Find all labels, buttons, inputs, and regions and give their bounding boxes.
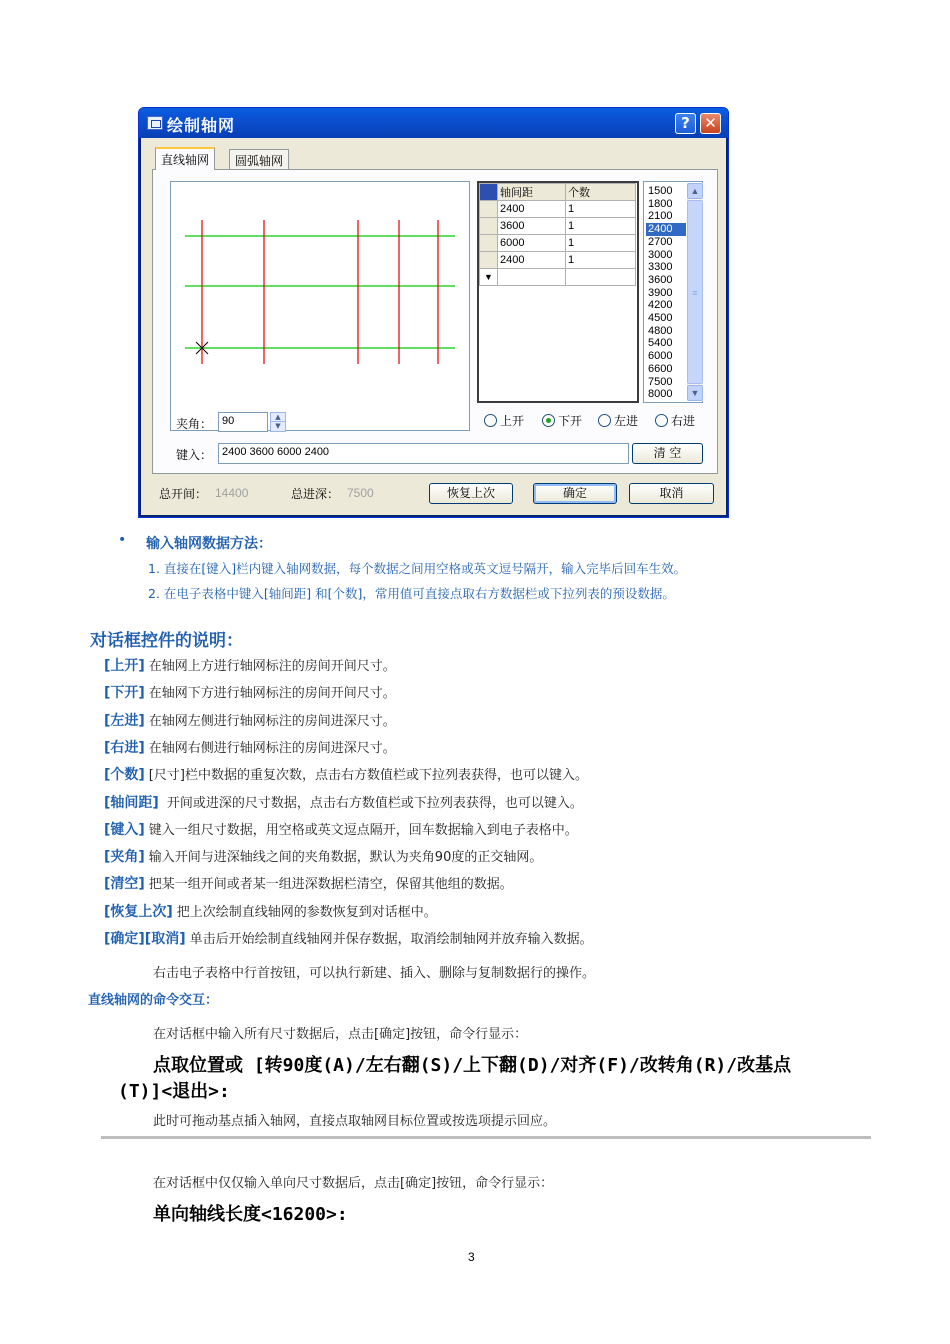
control-desc: 把上次绘制直线轴网的参数恢复到对话框中。 (176, 904, 437, 920)
control-desc: [尺寸]栏中数据的重复次数，点击右方数值栏或下拉列表获得，也可以键入。 (148, 768, 588, 784)
control-term: [轴间距] (104, 794, 159, 811)
preset-value-item[interactable]: 7500 (648, 375, 673, 388)
control-description-row (104, 819, 578, 839)
radio-label: 下开 (558, 414, 583, 428)
row-header-button[interactable] (480, 201, 498, 218)
count-cell[interactable]: 1 (566, 235, 636, 252)
right-click-note: 右击电子表格中行首按钮，可以执行新建、插入、删除与复制数据行的操作。 (153, 966, 596, 981)
spin-up-icon[interactable]: ▲ (271, 413, 285, 422)
preset-value-item[interactable]: 2100 (648, 210, 673, 223)
row-header-corner[interactable] (480, 184, 498, 201)
table-row[interactable] (480, 235, 636, 252)
scroll-thumb[interactable]: ≡ (687, 200, 703, 384)
preset-value-item[interactable]: 3900 (648, 286, 673, 299)
angle-spinner[interactable] (270, 412, 286, 432)
spacing-cell[interactable]: 3600 (498, 218, 566, 235)
draw-grid-dialog (138, 107, 729, 518)
list-scrollbar[interactable] (687, 183, 703, 401)
count-cell[interactable] (566, 269, 636, 286)
preset-value-item[interactable]: 1800 (648, 197, 673, 210)
control-desc: 单击后开始绘制直线轴网并保存数据，取消绘制轴网并放弃输入数据。 (189, 932, 593, 947)
preset-value-item[interactable]: 6000 (648, 350, 673, 363)
new-row-arrow-icon[interactable]: ▼ (480, 269, 498, 286)
spin-down-icon[interactable]: ▼ (275, 422, 281, 430)
control-description-row (104, 764, 588, 784)
count-cell[interactable]: 1 (566, 218, 636, 235)
method-step-2: 2. 在电子表格中键入[轴间距] 和[个数]，常用值可直接点取右方数据栏或下拉列表的预设数据。 (148, 586, 675, 601)
radio-label: 左进 (614, 414, 639, 428)
interaction-heading: 直线轴网的命令交互： (88, 993, 219, 1008)
radio-dot[interactable] (655, 414, 668, 427)
radio-left[interactable] (598, 413, 638, 429)
clear-button[interactable]: 清 空 (632, 443, 703, 464)
preset-value-item[interactable]: 3000 (648, 248, 673, 261)
preset-value-item[interactable]: 8000 (648, 388, 673, 401)
spacing-cell[interactable]: 6000 (498, 235, 566, 252)
grid-preview (170, 181, 470, 431)
keyin-label: 键入： (176, 448, 213, 462)
preset-value-item[interactable]: 4800 (648, 324, 673, 337)
preset-value-item[interactable]: 3300 (648, 261, 673, 274)
angle-input[interactable]: 90 (218, 412, 268, 432)
preset-value-item[interactable]: 6600 (648, 362, 673, 375)
paragraph-3: 在对话框中仅仅输入单向尺寸数据后，点击[确定]按钮，命令行显示： (153, 1176, 554, 1191)
control-desc: 在轴网上方进行轴网标注的房间开间尺寸。 (148, 659, 396, 674)
total-span-value: 14400 (215, 486, 249, 500)
total-span-label: 总开间： (159, 487, 208, 501)
scroll-up-icon[interactable]: ▲ (687, 183, 703, 199)
page-number: 3 (468, 1250, 475, 1264)
radio-top[interactable] (484, 413, 524, 429)
bullet-icon: • (118, 532, 127, 548)
restore-button[interactable]: 恢复上次 (429, 483, 513, 504)
radio-right[interactable] (655, 413, 695, 429)
preset-value-list[interactable] (643, 181, 703, 403)
ok-button[interactable]: 确定 (533, 483, 617, 504)
table-row[interactable] (480, 218, 636, 235)
tab-arc-grid[interactable]: 圆弧轴网 (229, 149, 289, 169)
control-desc: 在轴网下方进行轴网标注的房间开间尺寸。 (148, 686, 396, 702)
close-button[interactable]: ✕ (700, 113, 721, 134)
cancel-button[interactable]: 取消 (629, 483, 714, 504)
spacing-cell[interactable]: 2400 (498, 201, 566, 218)
tab-straight-grid[interactable]: 直线轴网 (155, 147, 215, 170)
dialog-title: 绘制轴网 (167, 116, 236, 135)
control-description-row (104, 682, 396, 702)
help-button[interactable]: ? (675, 113, 696, 134)
radio-label: 上开 (500, 414, 525, 428)
control-term: [清空] (104, 876, 145, 893)
control-desc: 在轴网右侧进行轴网标注的房间进深尺寸。 (148, 740, 396, 756)
command-prompt-2: 单向轴线长度<16200>: (153, 1204, 348, 1225)
control-description-row (104, 792, 583, 812)
paragraph-1: 在对话框中输入所有尺寸数据后，点击[确定]按钮，命令行显示： (153, 1027, 528, 1042)
control-desc: 键入一组尺寸数据，用空格或英文逗点隔开，回车数据输入到电子表格中。 (148, 822, 578, 838)
table-row[interactable] (480, 252, 636, 269)
radio-dot[interactable] (598, 414, 611, 427)
divider (101, 1136, 871, 1139)
preset-value-item[interactable]: 4200 (648, 299, 673, 312)
radio-dot[interactable] (484, 414, 497, 427)
control-term: [夹角] (104, 849, 145, 866)
command-prompt-line-2: (T)]<退出>: (118, 1081, 230, 1102)
scroll-down-icon[interactable]: ▼ (687, 385, 703, 401)
total-depth-label: 总进深： (291, 487, 340, 501)
app-icon (147, 116, 163, 130)
method-step-1: 1. 直接在[键入]栏内键入轴网数据，每个数据之间用空格或英文逗号隔开，输入完毕后回车生效。 (148, 561, 687, 576)
control-description-row (104, 928, 593, 948)
spacing-cell[interactable] (498, 269, 566, 286)
spacing-cell[interactable]: 2400 (498, 252, 566, 269)
title-bar[interactable] (139, 108, 728, 138)
preset-value-item[interactable]: 2400 (646, 223, 686, 236)
column-header-count[interactable]: 个数 (566, 184, 636, 201)
angle-label: 夹角： (176, 417, 213, 431)
row-header-button[interactable] (480, 235, 498, 252)
radio-label: 右进 (671, 414, 696, 428)
control-term: [上开] (104, 658, 145, 674)
control-term: [左进] (104, 712, 145, 729)
control-term: [个数] (104, 767, 145, 784)
table-header-row (480, 184, 636, 201)
preset-value-item[interactable]: 3600 (648, 273, 673, 286)
radio-dot[interactable] (542, 414, 555, 427)
control-term: [右进] (104, 739, 145, 756)
control-description-row (104, 846, 542, 866)
control-term: [恢复上次] (104, 903, 173, 920)
axis-spacing-table[interactable] (477, 181, 639, 403)
control-description-row (104, 901, 437, 921)
radio-bottom[interactable] (542, 413, 582, 429)
preset-value-item[interactable]: 1500 (648, 185, 673, 197)
table-new-row[interactable] (480, 269, 636, 286)
control-desc: 在轴网左侧进行轴网标注的房间进深尺寸。 (148, 713, 396, 729)
row-header-button[interactable] (480, 218, 498, 235)
preset-value-item[interactable]: 2700 (648, 235, 673, 248)
control-description-row (104, 655, 396, 675)
control-desc: 把某一组开间或者某一组进深数据栏清空，保留其他组的数据。 (148, 877, 513, 893)
preset-value-item[interactable]: 5400 (648, 337, 673, 350)
control-description-row (104, 710, 396, 730)
method-heading: 输入轴网数据方法： (146, 536, 272, 552)
control-desc: 输入开间与进深轴线之间的夹角数据，默认为夹角90度的正交轴网。 (148, 850, 543, 866)
column-header-spacing[interactable]: 轴间距 (498, 184, 566, 201)
controls-section-heading: 对话框控件的说明： (90, 631, 243, 651)
preset-value-item[interactable]: 4500 (648, 312, 673, 324)
table-row[interactable] (480, 201, 636, 218)
count-cell[interactable]: 1 (566, 201, 636, 218)
control-desc: 开间或进深的尺寸数据，点击右方数值栏或下拉列表获得，也可以键入。 (162, 795, 583, 811)
control-term: [键入] (104, 821, 145, 838)
control-term: [确定][取消] (104, 931, 186, 947)
grid-preview-drawing (171, 182, 469, 430)
keyin-input[interactable]: 2400 3600 6000 2400 (218, 443, 629, 464)
paragraph-2: 此时可拖动基点插入轴网，直接点取轴网目标位置或按选项提示回应。 (153, 1114, 557, 1129)
control-term: [下开] (104, 685, 145, 702)
count-cell[interactable]: 1 (566, 252, 636, 269)
row-header-button[interactable] (480, 252, 498, 269)
control-description-row (104, 873, 513, 893)
total-depth-value: 7500 (347, 486, 374, 500)
command-prompt-line-1: 点取位置或 [转90度(A)/左右翻(S)/上下翻(D)/对齐(F)/改转角(R)/改基点 (153, 1055, 792, 1076)
control-description-row (104, 737, 396, 757)
